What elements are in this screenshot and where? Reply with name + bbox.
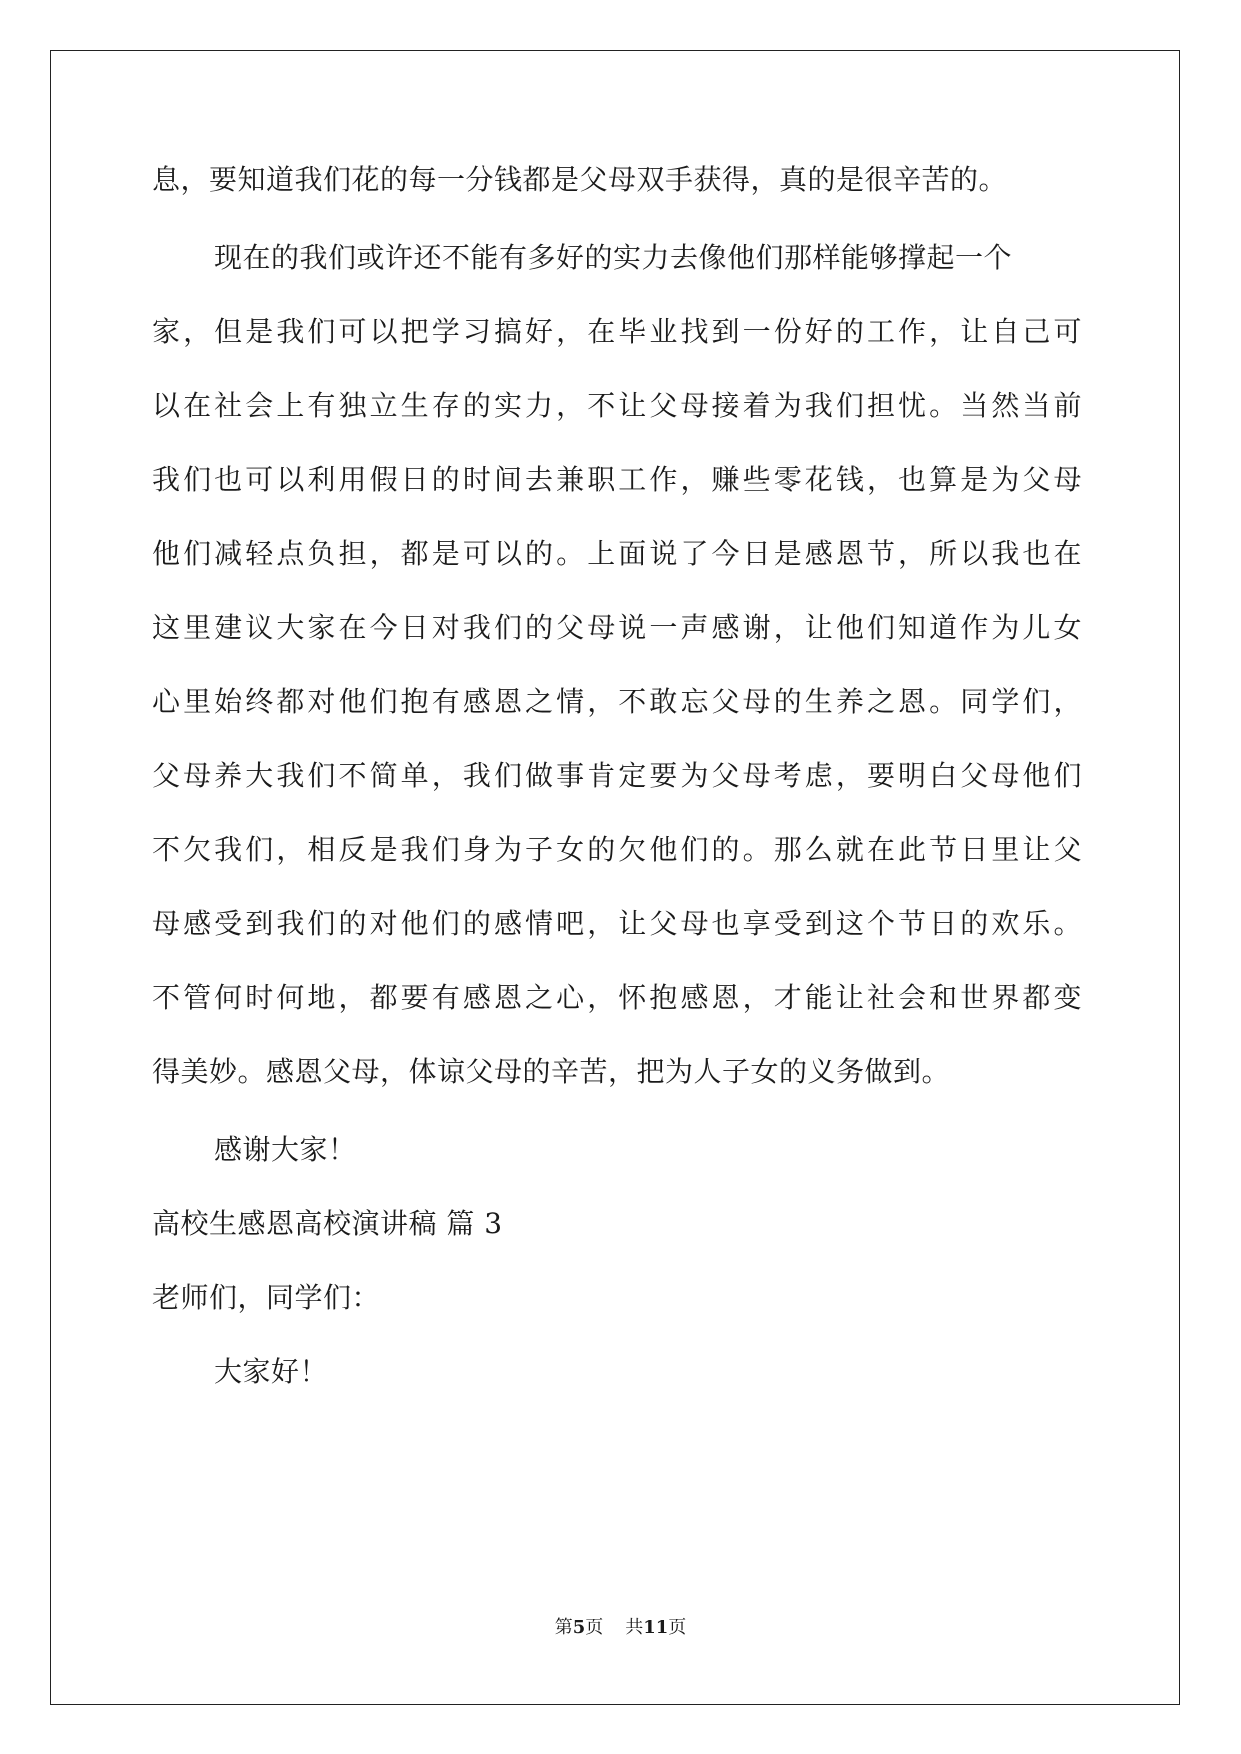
salutation-line: 老师们，同学们：	[152, 1281, 381, 1314]
greeting-line: 大家好！	[214, 1355, 329, 1388]
paragraph-line: 他们减轻点负担，都是可以的。上面说了今日是感恩节，所以我也在	[152, 537, 1082, 570]
total-prefix: 共	[625, 1617, 644, 1638]
paragraph-line: 家，但是我们可以把学习搞好，在毕业找到一份好的工作，让自己可	[152, 315, 1082, 348]
paragraph-line: 不管何时何地，都要有感恩之心，怀抱感恩，才能让社会和世界都变	[152, 981, 1082, 1014]
paragraph-line: 我们也可以利用假日的时间去兼职工作，赚些零花钱，也算是为父母	[152, 463, 1082, 496]
paragraph-line: 不欠我们，相反是我们身为子女的欠他们的。那么就在此节日里让父	[152, 833, 1082, 866]
paragraph-line: 得美妙。感恩父母，体谅父母的辛苦，把为人子女的义务做到。	[152, 1055, 951, 1088]
page-prefix: 第	[554, 1617, 573, 1638]
page-footer	[0, 1616, 1241, 1640]
paragraph-line: 母感受到我们的对他们的感情吧，让父母也享受到这个节日的欢乐。	[152, 907, 1082, 940]
paragraph-line: 以在社会上有独立生存的实力，不让父母接着为我们担忧。当然当前	[152, 389, 1082, 422]
paragraph-line: 这里建议大家在今日对我们的父母说一声感谢，让他们知道作为儿女	[152, 611, 1082, 644]
closing-line: 感谢大家！	[214, 1133, 357, 1166]
paragraph-line: 父母养大我们不简单，我们做事肯定要为父母考虑，要明白父母他们	[152, 759, 1082, 792]
paragraph-line: 息，要知道我们花的每一分钱都是父母双手获得，真的是很辛苦的。	[152, 163, 1008, 196]
total-suffix: 页	[668, 1617, 687, 1638]
total-page-number: 11	[643, 1617, 669, 1638]
paragraph-line: 心里始终都对他们抱有感恩之情，不敢忘父母的生养之恩。同学们，	[152, 685, 1082, 718]
current-page-number: 5	[572, 1617, 586, 1638]
section-heading: 高校生感恩高校演讲稿 篇 3	[152, 1207, 503, 1240]
page-frame	[50, 50, 1180, 1705]
page-suffix: 页	[585, 1617, 604, 1638]
paragraph-line: 现在的我们或许还不能有多好的实力去像他们那样能够撑起一个	[214, 241, 1013, 274]
